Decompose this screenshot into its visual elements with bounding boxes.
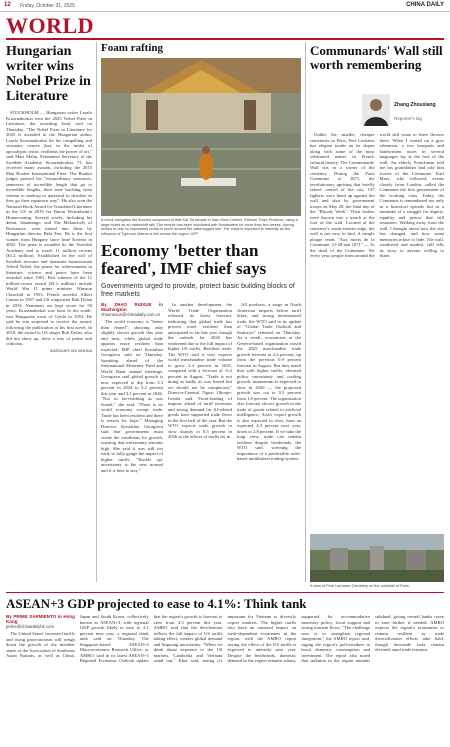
foam-credit: AFP (190, 231, 199, 236)
asean-byline: By PRIME SARMIENTO in Hong Kong (6, 614, 75, 624)
author-title: Reporter's log (394, 116, 422, 121)
economy-text-2: In another development, the World Trade Organization released its latest forecast, indicating that global trade has proven more resilient than anticipated so far this year, though the outlook for 2026 has weakened due to the full impact of higher US tariffs. Resilient trade: The WTO said it now expects world merchandise trade volume to grow 2.4 percent in 2025, compared with a forecast of -0.2 percent in August. "Trade is not doing as badly as was feared but we should not be complacent," Director-General Ngozi Okonjo-Iweala said. Front-loading of imports ahead of tariff increases and strong demand for AI-related goods have supported trade flows in the first half of the year. But the WTO expects trade growth to slow sharply to 0.5 percent in 2026 as the effects of tariffs set in. (168, 302, 232, 439)
masthead: CHINA DAILY (406, 1, 444, 8)
asean-body (6, 614, 444, 744)
economy-headline: Economy 'better than feared', IMF chief says (101, 241, 267, 278)
section-rule (6, 38, 444, 40)
foam-headline: Foam rafting (101, 42, 164, 54)
column-divider (305, 42, 306, 582)
page-number: 12 (4, 2, 11, 8)
author-name: Zhang Zhouxiang (394, 102, 436, 108)
economy-col-3 (237, 302, 301, 584)
hungary-headline: Hungarian writer wins Nobel Prize in Literature (6, 44, 91, 104)
column-divider (96, 42, 97, 582)
asean-text: The United States' increased tariffs and rising protectionism will weigh down the growth of the member states of the Association of Southeast Asian Nations, as well as China, Japan and South Korea, collectively known as ASEAN+3, with regional GDP growth likely to ease to 4.1 percent next year, a regional think tank said on Thursday. The Singapore-based ASEAN+3 Macroeconomic Research Office, or AMRO, said in its latest ASEAN+3 Regional Economic Outlook update that the region's growth is forecast to slow from 4.3 percent this year. AMRO said that the deceleration reflects the full impact of US tariffs taking effect, weaker global demand and lingering uncertainty. "When we think about exposure to the US markets, Cambodia and Vietnam stand out," Khor said, noting it's important for Vietnam to diversify export markets. The higher tariffs also have an outsized impact on trade-dependent economies in the region, with the AMRO report saying the effect of the US tariffs is expected to intensify next year. Despite the headwinds, domestic demand in the region remains robust, supported by accommodative monetary policy, fiscal support and strong tourism flows. "The challenge now is to strengthen regional integration," the AMRO report said, urging the region's policymakers to boost domestic consumption and investment. The report also noted that inflation in the region remains subdued, giving central banks room to ease further if needed. AMRO expects the region's economies to remain resilient as trade diversification efforts take hold, though downside risks remain elevated amid trade tensions. (6, 614, 444, 663)
hungary-credit: AGENCIES VIA XINHUA (50, 348, 92, 353)
foam-caption-text: A monk navigates the flooded compound of Wat Kai Tia temple in Sam Khok District, Pathum Thani Province, using a large board as an makeshift raft. The temple has been inundated with floodwaters for more than two weeks, forcing monks to rely on improvised boats to move around the waterlogged site. The crisis is expected to intensify as the influence of Typhoon Matmo is felt across the region. (101, 218, 298, 236)
cemetery-photo (310, 534, 444, 582)
foam-caption (101, 218, 301, 236)
section-title: WORLD (6, 13, 95, 38)
economy-email: zhaoruixue@chinadaily.com.cn (101, 312, 161, 317)
economy-text-1: The world economy is "better than feared", showing only slightly slower growth this year and next, while global trade appears more resilient than expected, IMF chief Kristalina Georgieva said on Thursday. Speaking ahead of the International Monetary Fund and World Bank annual meetings, Georgieva said global growth is now expected to dip from 3.3 percent in 2024 to 3.2 percent this year and 3.1 percent in 2026. "Not so far-reaching as was feared," she said. "There is no world economy except trade. Trade has been resilient and there is reason for hope." Managing Director Kristalina Georgieva said that governments must create the conditions for growth, warning that uncertainty remains high. She said it was still too early to fully gauge the impact of higher tariffs. "Buckle up: uncertainty is the new normal and it is here to stay." (101, 319, 163, 473)
communards-text: Unlike the smaller, cheaper cemeteries in Paris, Pere Lachaise has elegant tombs on its slopes along with some of the most celebrated names in French cultural history. The Communards' Wall sits in a corner of the cemetery. During the Paris Commune of 1871, the revolutionary uprising that briefly seized control of the city, 147 fighters were lined up against the wall and shot by government troops on May 28, the final day of the "Bloody Week". Their bodies were thrown into a trench at the foot of the wall. Located at the cemetery's south-eastern edge, the wall is not easy to find. A simple plaque reads "Aux morts de la Commune, 21-28 mai 1871" — To the dead of the Commune. Yet every year, people from around the world still come to leave flowers there. When I visited on a grey afternoon, a few bouquets and handwritten notes in several languages lay at the foot of the wall. An elderly Frenchman told me his grandfather had told him stories of the Commune. Karl Marx, who followed events closely from London, called the Commune the first government of the working class. Today, the Commune is remembered not only as a historical episode but as a reminder of a struggle for dignity, equality and justice that still resonates. Walking away from the wall, I thought about how the city has changed, and how some memories refuse to fade. The wall, weathered and modest, still tells its story to anyone willing to listen. (310, 132, 444, 258)
communards-body (310, 132, 444, 530)
cemetery-caption: A view of Pere Lachaise Cemetery on the outskirts of Paris. (310, 584, 410, 588)
economy-col-1 (101, 302, 163, 584)
communards-headline: Communards' Wall still worth remembering (310, 43, 443, 72)
asean-email: prime@chinadailyhk.com (6, 624, 55, 629)
economy-col-2 (168, 302, 232, 584)
hungary-body: STOCKHOLM — Hungarian writer Laszlo Krasznahorkai won the 2025 Nobel Prize in Literature, the awarding body said on Thursday. "The Nobel Prize in Literature for 2025 is awarded to the Hungarian author Laszlo Krasznahorkai for his compelling and visionary oeuvre that, in the midst of apocalyptic terror, reaffirms the power of art," said Mats Malm, Permanent Secretary of the Swedish Academy. Krasznahorkai, 71, has received many awards, including the 2015 Man Booker International Prize. The Booker judges praised his "extraordinary sentences, sentences of incredible length that go to incredible lengths, their tone lurching from solemn to madcap to quizzical to desolate as they go their rapturous way". He also won the National Book Award for Translated Literature in the US in 2019 for Baron Wenckheim's Homecoming. Several works, including his debut, Satantango, and The Melancholy of Resistance, were turned into films by Hungarian director Bela Tarr. He is the first winner from Hungary since Imre Kertesz in 2002. The prize is awarded by the Swedish Academy and is worth 11 million crowns ($1.2 million). Established in the will of Swedish inventor and dynamite businessman Alfred Nobel, the prizes for achievements in literature, science and peace have been awarded since 1901. Past winners of the 11 million-crown award ($1.2 million) include World War II prime minister Winston Churchill in 1953, French novelist Albert Camus in 1957 and US songwriter Bob Dylan in 2016. Nominees are kept secret for 50 years. Krasznahorkai was born in the south-east Hungarian town of Gyula in 1954. He said he was surprised to receive the award, following the publication of his first novel. In 2018, the award to US singer Bob Dylan, who did not show up, drew a mix of praise and criticism. (6, 110, 92, 346)
foam-photo (101, 58, 301, 216)
economy-deck: Governments urged to provide, protect basic building blocks of free markets (101, 283, 295, 298)
issue-date: Friday, October 31, 2025 (20, 2, 75, 9)
economy-byline: By ZHAO RUIXUE in Washington (101, 302, 163, 312)
page-header (0, 0, 450, 12)
hungary-article (6, 44, 92, 584)
author-photo (362, 94, 390, 126)
economy-text-3: All products, a surge in North American imports before tariff hikes, and strong international trade, the WTO said in its update of "Global Trade Outlook and Statistics" released on Thursday. As a result, economists at the Geneva-based organization raised the 2025 merchandise trade growth forecast to 2.4 percent, up from the previous 0.9 percent forecast in August. But they noted that with higher tariffs, elevated policy uncertainty and cooling growth, momentum is expected to slow in 2026 — the projected growth was cut to 0.5 percent from 1.8 percent. The organization also forecast slower growth in the trade of goods related to artificial intelligence. Asia's export growth is also expected to slow, from an expected 4.4 percent next year, down to 2.8 percent. If we take the long view, trade can remain resilient despite headwinds, the WTO said, stressing the importance of a predictable rules-based multilateral trading system. (237, 302, 301, 461)
asean-rule (6, 592, 444, 593)
asean-headline: ASEAN+3 GDP projected to ease to 4.1%: Think tank (6, 596, 307, 611)
